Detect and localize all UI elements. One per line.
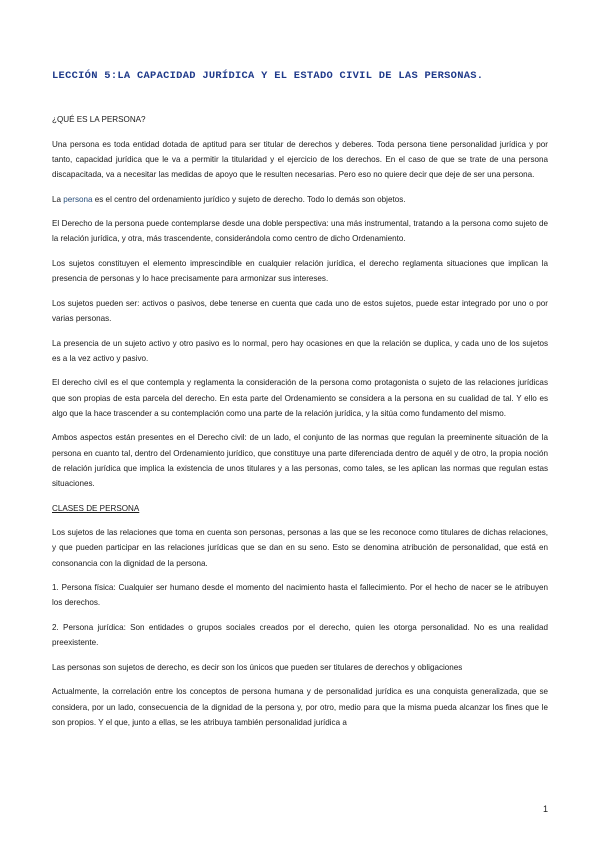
- paragraph-13: Actualmente, la correlación entre los conceptos de persona humana y de personalidad jurídica es una conquista generalizada, que se considera, por un lado, consecuencia de la dignidad de la persona y, por otro, medio para que la misma pueda alcanzar los fines que le son propios. Y el que, junto a ellas, se les atribuya también personalidad jurídica a: [52, 687, 548, 727]
- section-heading-persona: ¿QUÉ ES LA PERSONA?: [52, 115, 146, 124]
- paragraph-2: [52, 192, 548, 207]
- paragraph-4: Los sujetos constituyen el elemento imprescindible en cualquier relación jurídica, el derecho reglamenta situaciones que implican la presencia de personas y lo hace precisamente para armonizar sus intereses.: [52, 258, 548, 284]
- section-heading-clases: CLASES DE PERSONA: [52, 503, 140, 513]
- paragraph-5: Los sujetos pueden ser: activos o pasivos, debe tenerse en cuenta que cada uno de estos sujetos, puede estar integrado por uno o por varias personas.: [52, 298, 548, 323]
- lesson-title: LECCIÓN 5:LA CAPACIDAD JURÍDICA Y EL ESTADO CIVIL DE LAS PERSONAS.: [52, 70, 484, 82]
- list-item-persona-fisica: 1. Persona física: Cualquier ser humano desde el momento del nacimiento hasta el fallecimiento. Por el hecho de nacer se le atribuyen los derechos.: [52, 583, 548, 608]
- paragraph-9: Los sujetos de las relaciones que toma en cuenta son personas, personas a las que se les reconoce como titulares de dichas relaciones, y que pueden participar en las relaciones jurídicas que se dan en su seno. Esto se denomina atribución de personalidad, que está en consonancia con la dignidad de la persona.: [52, 528, 548, 568]
- paragraph-12: Las personas son sujetos de derecho, es decir son los únicos que pueden ser titulares de derechos y obligaciones: [52, 662, 463, 672]
- list-item-persona-juridica: 2. Persona jurídica: Son entidades o grupos sociales creados por el derecho, quien les otorga personalidad. No es una realidad preexistente.: [52, 622, 548, 648]
- highlighted-word: persona: [63, 194, 93, 204]
- paragraph-8: Ambos aspectos están presentes en el Derecho civil: de un lado, el conjunto de las normas que regulan la preeminente situación de la persona en cuanto tal, dentro del Ordenamiento jurídico, que constituye una parte diferenciada dentro de aquél y de otro, la propia noción de relación jurídica que implica la existencia de unos titulares y a las personas, como tales, se les aplican las normas que regulan estas situaciones.: [52, 433, 548, 488]
- paragraph-6: La presencia de un sujeto activo y otro pasivo es lo normal, pero hay ocasiones en que la relación se duplica, y cada uno de los sujetos es a la vez activo y pasivo.: [52, 338, 548, 363]
- paragraph-7: El derecho civil es el que contempla y reglamenta la consideración de la persona como protagonista o sujeto de las relaciones jurídicas que son propias de esta parcela del derecho. En esta parte del Ordenamiento se considera a la persona en su cualidad de tal. Y ello es algo que la hace trascender a su contemplación como una parte de la relación jurídica, y la sitúa como fundamento del mismo.: [52, 378, 548, 418]
- paragraph-1: Una persona es toda entidad dotada de aptitud para ser titular de derechos y deberes. Toda persona tiene personalidad jurídica y por tanto, capacidad jurídica que le va a permitir la titularidad y el ejercicio de los derechos. En el caso de que se trate de una persona discapacitada, va a necesitar las medidas de apoyo que le resulten necesarias. Pero eso no quiere decir que deje de ser una persona.: [52, 139, 548, 179]
- document-body: [52, 112, 548, 739]
- paragraph-3: El Derecho de la persona puede contemplarse desde una doble perspectiva: una más instrumental, tratando a la persona como sujeto de la relación jurídica, y otra, más trascendente, considerándola como centro de dicho Ordenamiento.: [52, 219, 548, 244]
- paragraph-2-end: es el centro del ordenamiento jurídico y sujeto de derecho. Todo lo demás son objetos.: [92, 194, 406, 204]
- paragraph-2-start: La: [52, 194, 64, 204]
- page-number: 1: [542, 804, 548, 814]
